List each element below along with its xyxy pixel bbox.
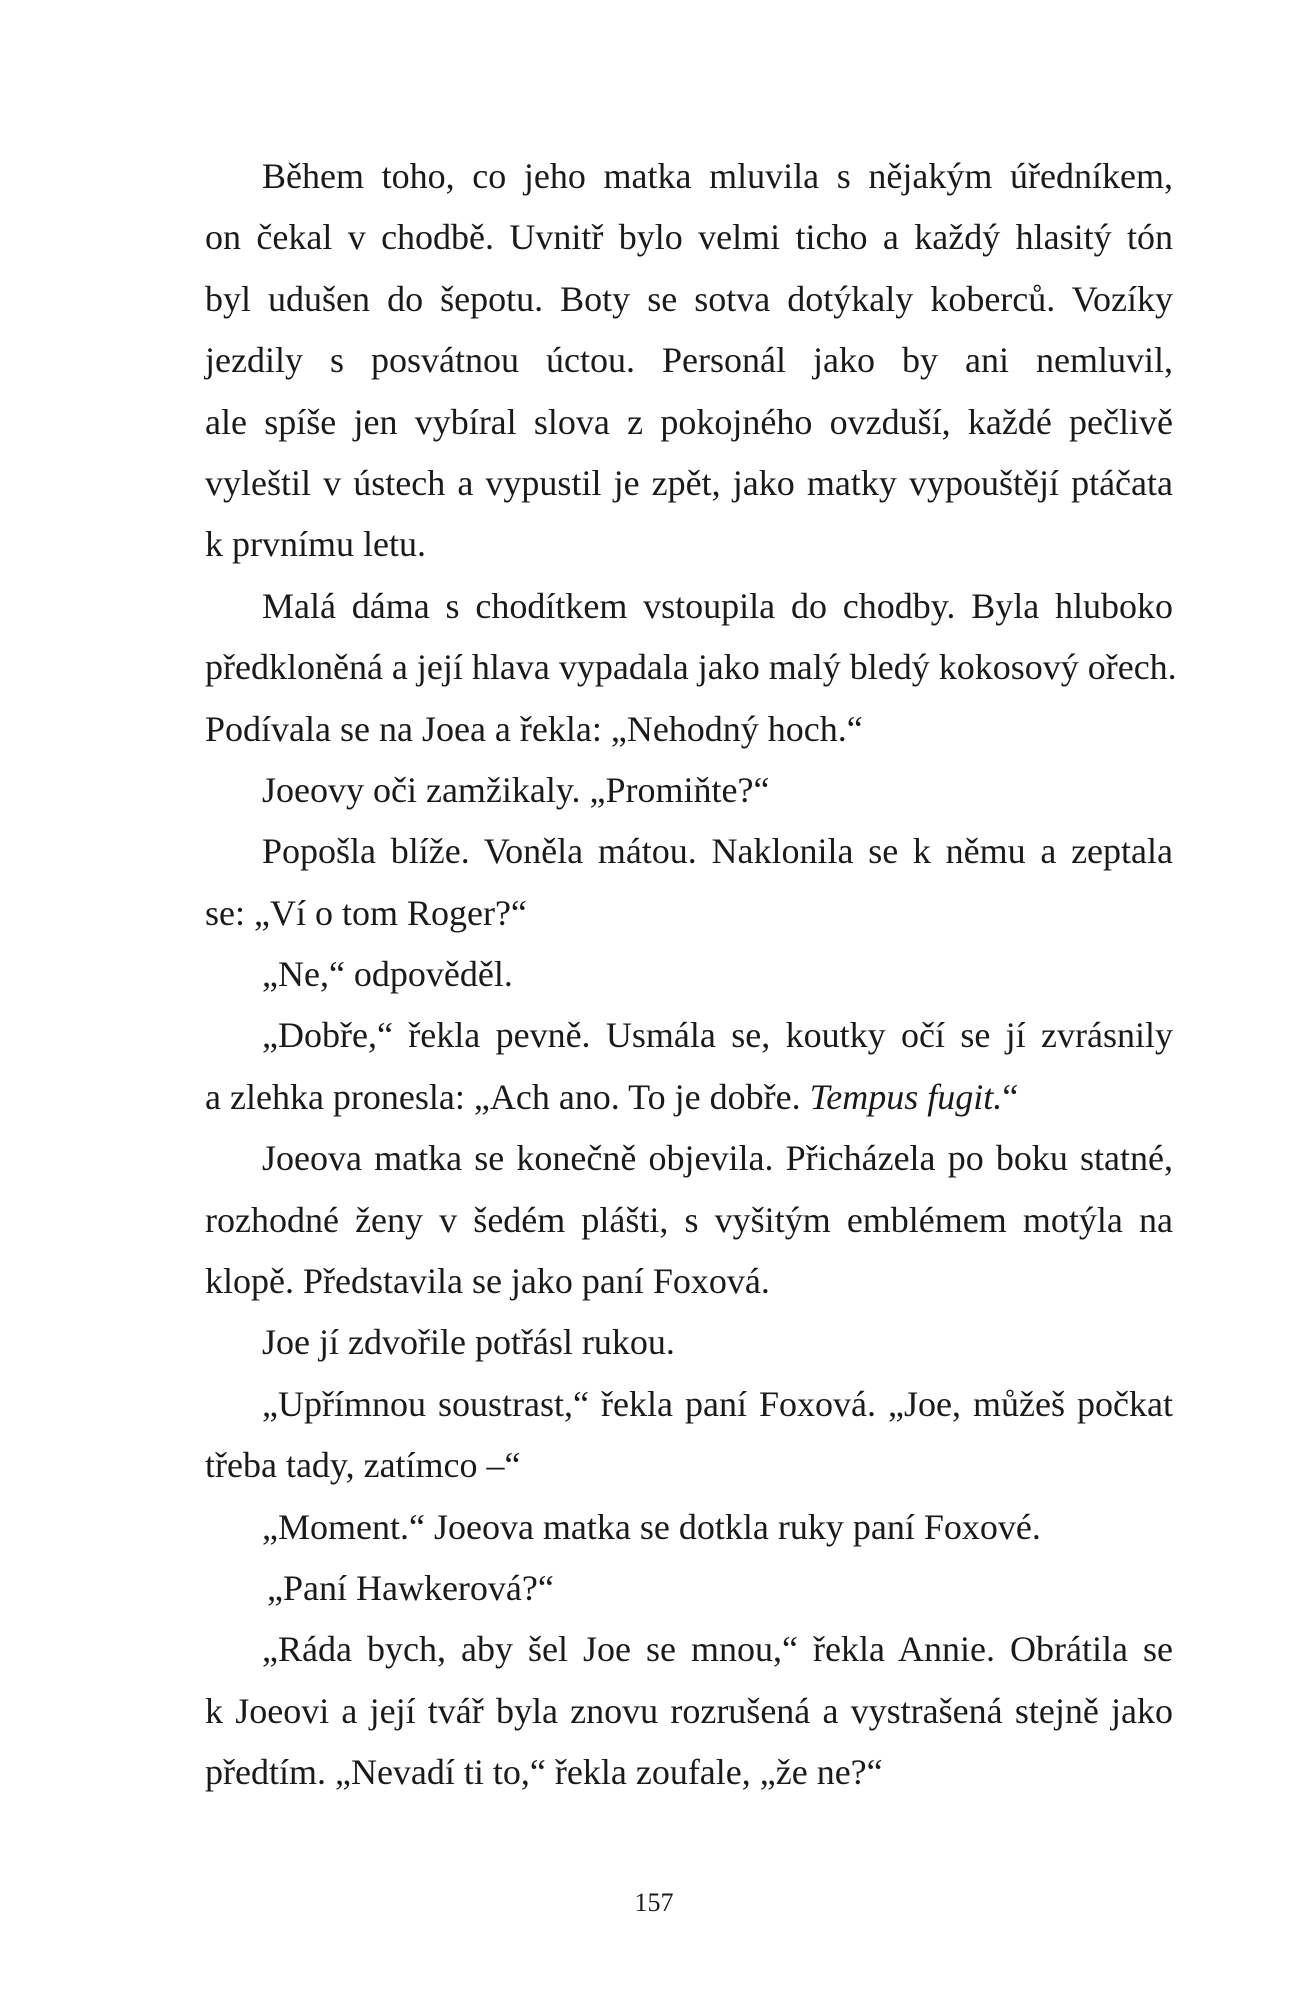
text-line: Popošla blíže. Voněla mátou. Naklonila se k němu a zeptala	[262, 831, 1173, 872]
text-line: Joeovy oči zamžikaly. „Promiňte?“	[262, 769, 770, 810]
text-line: jezdily s posvátnou úctou. Personál jako by ani nemluvil,	[205, 340, 1173, 381]
page-body	[205, 146, 1177, 1804]
text-line	[205, 1067, 1173, 1128]
text-line: Během toho, co jeho matka mluvila s nějakým úředníkem,	[262, 156, 1173, 196]
text-line: „Moment.“ Joeova matka se dotkla ruky paní Foxové.	[262, 1506, 1041, 1547]
text-line: Malá dáma s chodítkem vstoupila do chodby. Byla hluboko	[262, 585, 1173, 626]
page-number: 157	[634, 1888, 674, 1917]
text-line: klopě. Představila se jako paní Foxová.	[205, 1261, 770, 1302]
text-line: ale spíše jen vybíral slova z pokojného ovzduší, každé pečlivě	[205, 401, 1173, 442]
text-line: „Ne,“ odpověděl.	[262, 954, 513, 995]
text-line: „Paní Hawkerová?“	[267, 1567, 554, 1608]
text-line: třeba tady, zatímco –“	[205, 1445, 521, 1486]
text-line: byl udušen do šepotu. Boty se sotva dotýkaly koberců. Vozíky	[205, 278, 1173, 319]
text-line: k prvnímu letu.	[205, 524, 426, 565]
paragraph	[205, 576, 1177, 760]
text-line: „Dobře,“ řekla pevně. Usmála se, koutky očí se jí zvrásnily	[262, 1015, 1173, 1056]
text-span: “	[1002, 1076, 1019, 1117]
text-line: Joeova matka se konečně objevila. Přicházela po boku statné,	[262, 1138, 1173, 1179]
text-line: „Upřímnou soustrast,“ řekla paní Foxová. „Joe, můžeš počkat	[262, 1383, 1173, 1424]
paragraph	[205, 1128, 1173, 1312]
paragraph	[205, 1619, 1173, 1803]
text-line: Joe jí zdvořile potřásl rukou.	[262, 1322, 675, 1363]
text-line: rozhodné ženy v šedém plášti, s vyšitým emblémem motýla na	[205, 1199, 1173, 1240]
text-line: se: „Ví o tom Roger?“	[205, 892, 527, 933]
paragraph	[205, 1005, 1173, 1128]
text-line: „Ráda bych, aby šel Joe se mnou,“ řekla Annie. Obrátila se	[262, 1629, 1173, 1670]
paragraph	[205, 1497, 1173, 1558]
paragraph	[205, 760, 1173, 821]
italic-phrase: Tempus fugit.	[809, 1076, 1003, 1117]
paragraph	[205, 944, 1173, 1005]
paragraph	[205, 146, 1173, 576]
text-line: k Joeovi a její tvář byla znovu rozrušená a vystrašená stejně jako	[205, 1690, 1173, 1731]
paragraph	[205, 1558, 1173, 1619]
text-line: předtím. „Nevadí ti to,“ řekla zoufale, „že ne?“	[205, 1752, 883, 1793]
paragraph	[205, 821, 1173, 944]
text-line: Podívala se na Joea a řekla: „Nehodný hoch.“	[205, 708, 863, 749]
text-line: on čekal v chodbě. Uvnitř bylo velmi ticho a každý hlasitý tón	[205, 217, 1173, 258]
text-line: předkloněná a její hlava vypadala jako malý bledý kokosový ořech.	[205, 647, 1177, 688]
text-line: vyleštil v ústech a vypustil je zpět, jako matky vypouštějí ptáčata	[205, 462, 1173, 503]
text-span: a zlehka pronesla: „Ach ano. To je dobře.	[205, 1076, 810, 1117]
paragraph	[205, 1312, 1173, 1373]
paragraph	[205, 1374, 1173, 1497]
